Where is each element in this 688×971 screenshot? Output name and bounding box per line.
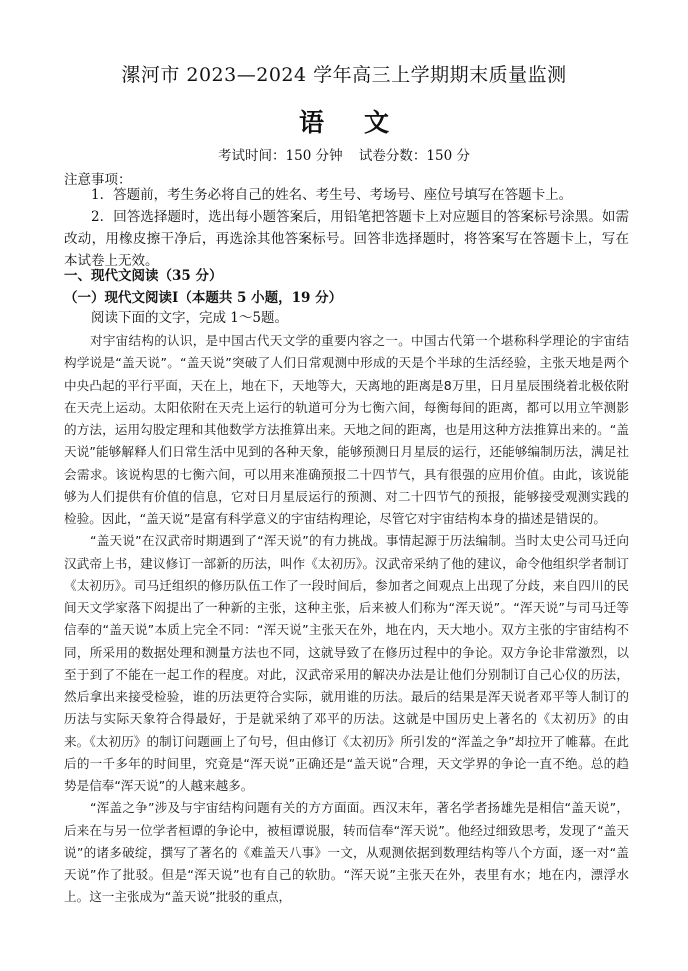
section-heading: 一、现代文阅读（35 分） xyxy=(64,268,223,284)
exam-time: 考试时间：150 分钟 xyxy=(218,148,343,164)
passage-paragraph: 对宇宙结构的认识，是中国古代天文学的重要内容之一。中国古代第一个堪称科学理论的宇宙结构学说是“盖天说”。“盖天说”突破了人们日常观测中形成的天是个半球的生活经验，主张天地是两个中央凸起的平行平面，天在上，地在下，天地等大，天离地的距离是8万里，日月星辰围绕着北极依附在天壳上运动。太阳依附在天壳上运行的轨道可分为七衡六间，每衡每间的距离，都可以用立竿测影的方法，运用勾股定理和其他数学方法推算出来。天地之间的距离，也是用这种方法推算出来的。“盖天说”能够解释人们日常生活中见到的各种天象，能够预测日月星辰的运行，还能够编制历法，满足社会需求。该说构思的七衡六间，可以用来准确预报二十四节气，具有很强的应用价值。由此，该说能够为人们提供有价值的信息，它对日月星辰运行的预测、对二十四节气的预报，能够接受观测实践的检验。因此，“盖天说”是富有科学意义的宇宙结构理论，尽管它对宇宙结构本身的描述是错误的。 xyxy=(64,333,629,526)
subject-title: 语文 xyxy=(298,108,429,137)
reading-instruction: 阅读下面的文字，完成 1～5题。 xyxy=(91,310,288,326)
reading-passage xyxy=(64,330,629,909)
notes-title: 注意事项： xyxy=(64,172,132,188)
note-item: 2．回答选择题时，选出每小题答案后，用铅笔把答题卡上对应题目的答案标号涂黑。如需改动，用橡皮擦干净后，再选涂其他答案标号。回答非选择题时，将答案写在答题卡上，写在本试卷上无效。 xyxy=(64,209,629,269)
exam-meta xyxy=(0,144,688,164)
passage-paragraph: “浑盖之争”涉及与宇宙结构问题有关的方方面面。西汉末年，著名学者扬雄先是相信“盖天说”，后来在与另一位学者桓谭的争论中，被桓谭说服，转而信奉“浑天说”。他经过细致思考，发现了“盖天说”的诸多破绽，撰写了著名的《难盖天八事》一文，从观测依据到数理结构等八个方面，逐一对“盖天说”作了批驳。但是“浑天说”也有自己的软肋。“浑天说”主张天在外，表里有水；地在内，漂浮水上。这一主张成为“盖天说”批驳的重点， xyxy=(64,800,629,905)
total-score: 试卷分数：150 分 xyxy=(358,148,470,164)
passage-paragraph: “盖天说”在汉武帝时期遇到了“浑天说”的有力挑战。事情起源于历法编制。当时太史公司马迁向汉武帝上书，建议修订一部新的历法，叫作《太初历》。汉武帝采纳了他的建议，命令他组织学者制订《太初历》。司马迁组织的修历队伍工作了一段时间后，参加者之间观点上出现了分歧，来自四川的民间天文学家落下闳提出了一种新的主张，这种主张，后来被人们称为“浑天说”。“浑天说”与司马迁等信奉的“盖天说”本质上完全不同：“浑天说”主张天在外，地在内，天大地小。双方主张的宇宙结构不同，所采用的数据处理和测量方法也不同，这就导致了在修历过程中的争论。双方争论非常激烈，以至于到了不能在一起工作的程度。对此，汉武帝采用的解决办法是让他们分别制订自己心仪的历法，然后拿出来接受检验，谁的历法更符合实际，就用谁的历法。最后的结果是浑天说者邓平等人制订的历法与实际天象符合得最好，于是就采纳了邓平的历法。这就是中国历史上著名的《太初历》的由来。《太初历》的制订问题画上了句号，但由修订《太初历》所引发的“浑盖之争”却拉开了帷幕。在此后的一千多年的时间里，究竟是“浑天说”正确还是“盖天说”合理，天文学界的争论一直不绝。总的趋势是信奉“浑天说”的人越来越多。 xyxy=(64,533,629,793)
exam-title: 漯河市 2023—2024 学年高三上学期期末质量监测 xyxy=(121,64,567,86)
note-item: 1．答题前，考生务必将自己的姓名、考生号、考场号、座位号填写在答题卡上。 xyxy=(91,187,573,203)
subsection-heading: （一）现代文阅读Ⅰ（本题共 5 小题，19 分） xyxy=(64,290,343,306)
